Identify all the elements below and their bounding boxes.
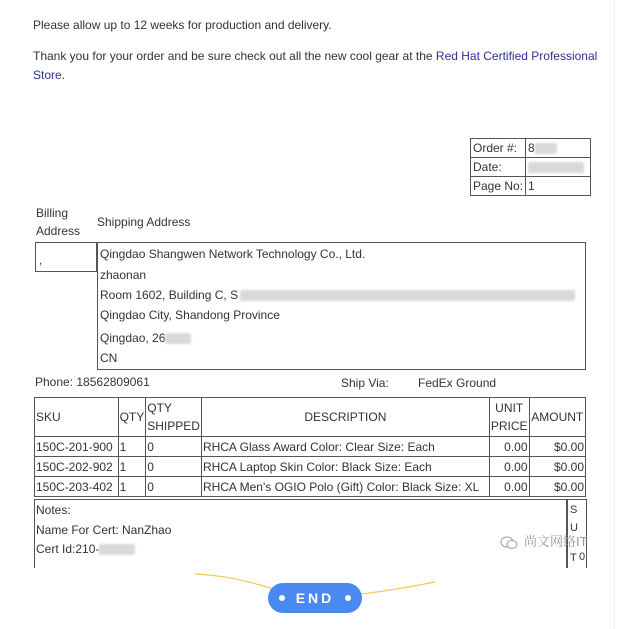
row-description: RHCA Glass Award Color: Clear Size: Each bbox=[201, 437, 489, 457]
table-row bbox=[35, 457, 586, 477]
page-edge-line bbox=[614, 0, 615, 629]
thank-you-prefix: Thank you for your order and be sure check out all the new cool gear at the bbox=[33, 49, 436, 63]
ship-via-value: FedEx Ground bbox=[418, 376, 497, 390]
header-amount: AMOUNT bbox=[529, 398, 585, 437]
shipping-label: Shipping Address bbox=[97, 215, 191, 229]
wechat-icon bbox=[500, 536, 518, 550]
table-header-row bbox=[35, 398, 586, 437]
notes-box bbox=[34, 499, 567, 579]
table-row bbox=[35, 477, 586, 497]
watermark-text: 尚文网络IT bbox=[524, 534, 588, 549]
shipping-address-box bbox=[97, 242, 586, 370]
shipping-line-postal: Qingdao, 26 bbox=[100, 331, 191, 346]
subtotal-letter-u: U bbox=[570, 522, 578, 534]
row-sku: 150C-202-902 bbox=[35, 457, 119, 477]
end-label: END bbox=[295, 590, 335, 606]
subtotal-letter-t: T bbox=[570, 552, 577, 564]
row-description: RHCA Men's OGIO Polo (Gift) Color: Black Size: XL bbox=[201, 477, 489, 497]
billing-label-line2: Address bbox=[36, 224, 81, 238]
row-qty: 1 bbox=[118, 457, 146, 477]
notes-label: Notes: bbox=[36, 503, 71, 517]
table-row bbox=[35, 437, 586, 457]
row-qty: 1 bbox=[118, 437, 146, 457]
date-value bbox=[526, 158, 591, 177]
row-sku: 150C-203-402 bbox=[35, 477, 119, 497]
end-dot-left bbox=[279, 595, 285, 601]
line-items-table bbox=[34, 397, 586, 497]
row-shipped: 0 bbox=[146, 457, 202, 477]
phone-number: Phone: 18562809061 bbox=[35, 375, 150, 389]
shipping-line-name: zhaonan bbox=[100, 268, 147, 282]
row-amount: $0.00 bbox=[529, 457, 585, 477]
page-number-label: Page No: bbox=[471, 177, 526, 196]
order-number-value: 8 bbox=[526, 139, 591, 158]
row-unit-price: 0.00 bbox=[489, 437, 529, 457]
row-shipped: 0 bbox=[146, 477, 202, 497]
thank-you-text-line2 bbox=[33, 68, 65, 83]
delivery-notice: Please allow up to 12 weeks for production and delivery. bbox=[33, 18, 332, 32]
header-unit-price: UNIT PRICE bbox=[489, 398, 529, 437]
cert-id: Cert Id:210- bbox=[36, 542, 135, 557]
store-link-continued[interactable]: Store bbox=[33, 68, 62, 82]
date-row bbox=[471, 158, 591, 177]
row-sku: 150C-201-900 bbox=[35, 437, 119, 457]
page-number-row bbox=[471, 177, 591, 196]
row-description: RHCA Laptop Skin Color: Black Size: Each bbox=[201, 457, 489, 477]
billing-address-box bbox=[35, 242, 97, 272]
page-number-value: 1 bbox=[526, 177, 591, 196]
billing-label-line1: Billing bbox=[36, 206, 69, 220]
row-qty: 1 bbox=[118, 477, 146, 497]
cert-name: Name For Cert: NanZhao bbox=[36, 523, 172, 537]
shipping-line-country: CN bbox=[100, 351, 118, 365]
thank-you-text bbox=[33, 49, 597, 64]
row-unit-price: 0.00 bbox=[489, 457, 529, 477]
end-badge bbox=[268, 583, 362, 613]
order-info-table bbox=[470, 138, 591, 196]
end-dot-right bbox=[345, 595, 351, 601]
shipping-line-street: Room 1602, Building C, S bbox=[100, 288, 575, 303]
row-shipped: 0 bbox=[146, 437, 202, 457]
date-label: Date: bbox=[471, 158, 526, 177]
subtotal-letter-s: S bbox=[570, 504, 578, 516]
store-link[interactable]: Red Hat Certified Professional bbox=[435, 49, 598, 63]
header-description: DESCRIPTION bbox=[201, 398, 489, 437]
row-unit-price: 0.00 bbox=[489, 477, 529, 497]
header-sku: SKU bbox=[35, 398, 119, 437]
subtotal-partial-value: 0 bbox=[579, 551, 586, 563]
header-qty-shipped: QTY SHIPPED bbox=[146, 398, 202, 437]
ship-via-label: Ship Via: bbox=[341, 376, 389, 390]
shipping-line-city: Qingdao City, Shandong Province bbox=[100, 308, 280, 322]
order-number-label: Order #: bbox=[471, 139, 526, 158]
row-amount: $0.00 bbox=[529, 477, 585, 497]
thank-you-suffix: . bbox=[61, 68, 66, 82]
header-qty: QTY bbox=[118, 398, 146, 437]
billing-address-value: , bbox=[39, 253, 43, 267]
order-number-row bbox=[471, 139, 591, 158]
row-amount: $0.00 bbox=[529, 437, 585, 457]
shipping-line-company: Qingdao Shangwen Network Technology Co., Ltd. bbox=[100, 247, 366, 261]
watermark bbox=[500, 534, 588, 550]
